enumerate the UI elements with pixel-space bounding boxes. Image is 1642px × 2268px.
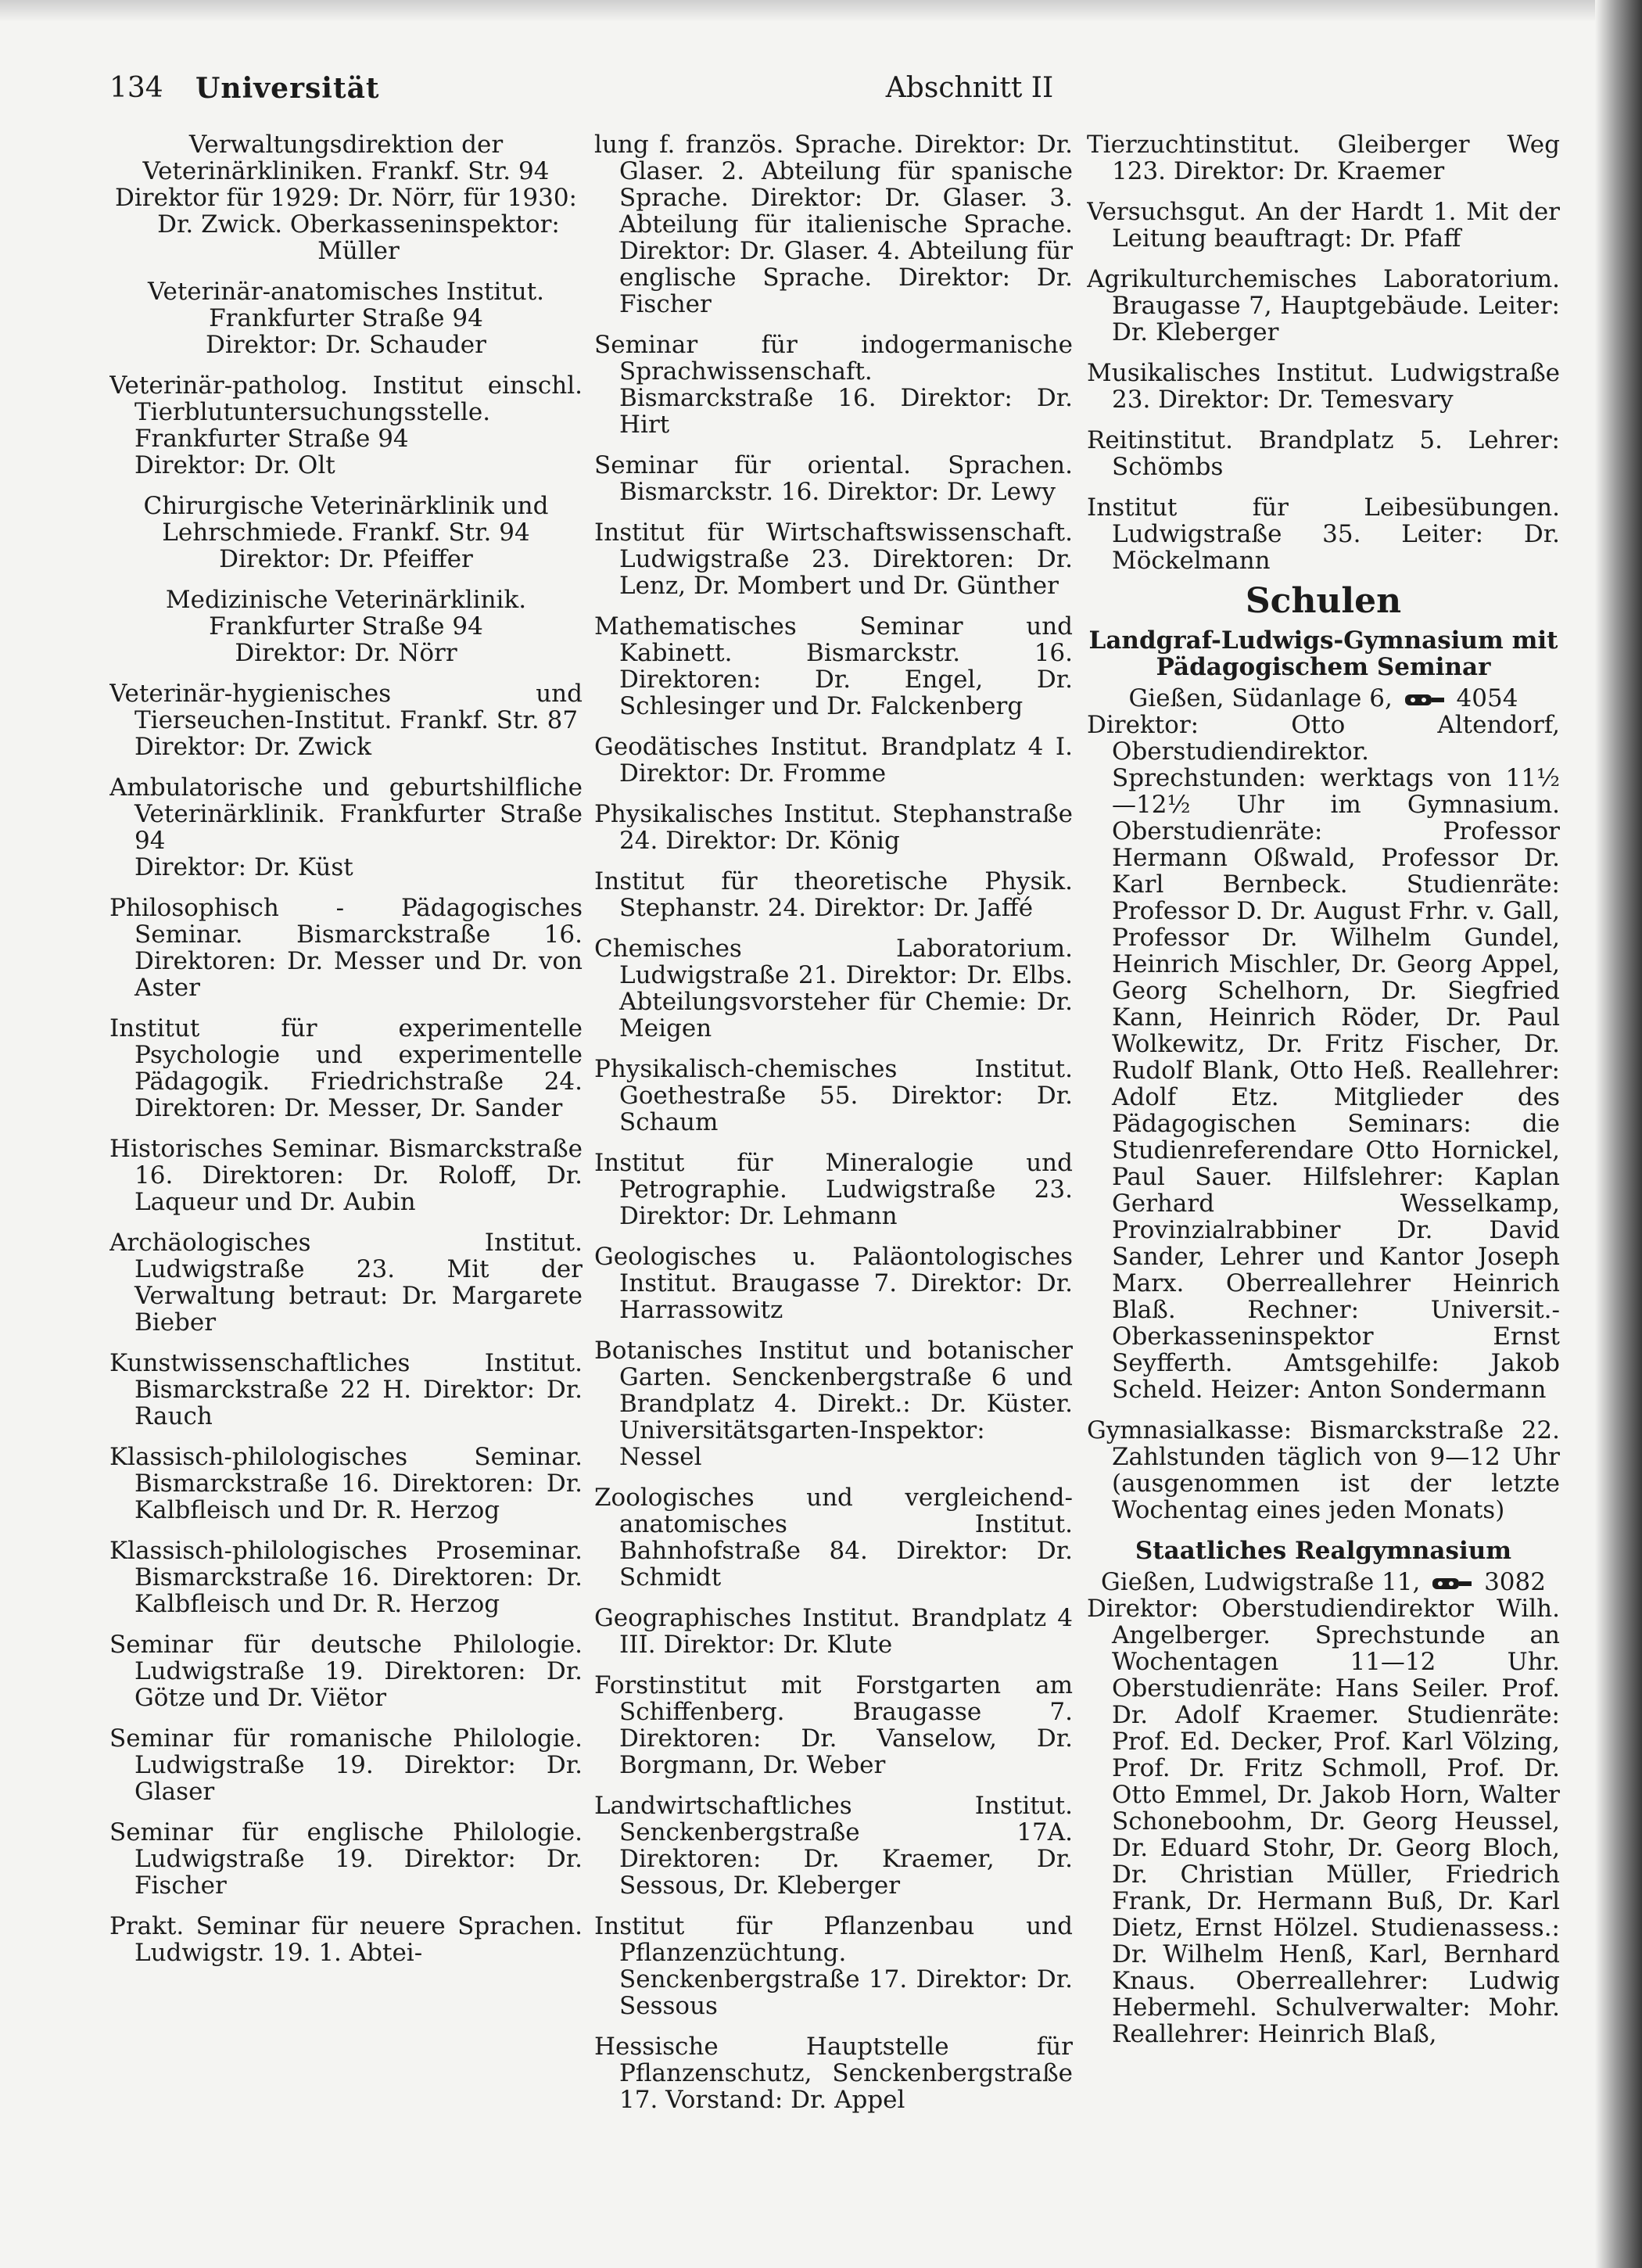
directory-entry (109, 1229, 583, 1336)
entry-title: Institut für Pflanzenbau und Pflanzenzüchtung. Senckenbergstraße 17. Direktor: Dr. Sessous (594, 1912, 1073, 2020)
address-text: Gießen, Ludwigstraße 11, (1101, 1568, 1421, 1596)
entry-title: Forstinstitut mit Forstgarten am Schiffenberg. Braugasse 7. Direktoren: Dr. Vanselow, Dr. Borgmann, Dr. Weber (594, 1671, 1073, 1779)
directory-entry (594, 1793, 1073, 1899)
directory-entry (109, 278, 583, 358)
page-number: 134 (109, 72, 163, 104)
directory-entry (109, 1819, 583, 1899)
directory-entry (109, 1631, 583, 1711)
directory-entry (594, 2033, 1073, 2113)
entry-title: Ambulatorische und geburtshilfliche Veterinärklinik. Frankfurter Straße 94 (109, 773, 583, 855)
entry-title: Prakt. Seminar für neuere Sprachen. Ludwigstr. 19. 1. Abtei- (109, 1912, 583, 1967)
entry-title: Botanisches Institut und botanischer Garten. Senckenbergstraße 6 und Brandplatz 4. Direkt.: Dr. Küster. Universitätsgarten-Inspektor: Nessel (594, 1337, 1073, 1471)
directory-entry (109, 1015, 583, 1121)
section-heading-schulen: Schulen (1245, 581, 1402, 621)
entry-title: Institut für experimentelle Psychologie und experimentelle Pädagogik. Friedrichstraße 24. Direktoren: Dr. Messer, Dr. Sander (109, 1014, 583, 1122)
school-staff: Direktor: Otto Altendorf, Oberstudiendirektor. Sprechstunden: werktags von 11½—12½ Uhr im Gymnasium. Oberstudienräte: Professor Hermann Oßwald, Professor Dr. Karl Bernbeck. Studienräte: Professor D. Dr. August Frhr. v. Gall, Professor Dr. Wilhelm Gundel, Heinrich Mischler, Dr. Georg Appel, Georg Schelhorn, Dr. Siegfried Kann, Heinrich Röder, Dr. Paul Wolkewitz, Dr. Fritz Fischer, Dr. Rudolf Blank, Otto Heß. Reallehrer: Adolf Etz. Mitglieder des Pädagogischen Seminars: die Studienreferendare Otto Hornickel, Paul Sauer. Hilfslehrer: Kaplan Gerhard Wesselkamp, Provinzialrabbiner Dr. David Sander, Lehrer und Kantor Joseph Marx. Oberreallehrer Heinrich Blaß. Rechner: Universit.-Oberkasseninspektor Ernst Seyfferth. Amtsgehilfe: Jakob Scheld. Heizer: Anton Sondermann (1087, 711, 1560, 1404)
section-label: Abschnitt II (885, 72, 1054, 104)
entry-title: Geologisches u. Paläontologisches Institut. Braugasse 7. Direktor: Dr. Harrassowitz (594, 1243, 1073, 1324)
school-title: Staatliches Realgymnasium (1135, 1537, 1512, 1565)
entry-title: Seminar für oriental. Sprachen. Bismarckstr. 16. Direktor: Dr. Lewy (594, 451, 1073, 506)
directory-entry (109, 680, 583, 760)
address-text: Gießen, Südanlage 6, (1128, 684, 1393, 712)
page-top-shadow (0, 0, 1642, 22)
directory-entry (594, 1484, 1073, 1591)
directory-entry (109, 1444, 583, 1523)
entry-detail: Direktor: Dr. Nörr (235, 639, 457, 667)
directory-entry (109, 493, 583, 572)
entry-title: Medizinische Veterinärklinik. Frankfurter Straße 94 (165, 586, 527, 641)
entry-detail: Direktor: Dr. Pfeiffer (219, 545, 473, 573)
directory-entry (109, 1725, 583, 1805)
directory-entry (109, 587, 583, 666)
page-binding-shadow (1595, 0, 1642, 2268)
school-address (1087, 685, 1560, 712)
entry-title: Historisches Seminar. Bismarckstraße 16. Direktoren: Dr. Roloff, Dr. Laqueur und Dr. Aubin (109, 1135, 583, 1216)
telephone-icon (1404, 691, 1446, 709)
entry-title: Hessische Hauptstelle für Pflanzenschutz, Senckenbergstraße 17. Vorstand: Dr. Appel (594, 2033, 1073, 2114)
entry-title: Philosophisch - Pädagogisches Seminar. Bismarckstraße 16. Direktoren: Dr. Messer und Dr. von Aster (109, 894, 583, 1002)
entry-detail: Direktor: Dr. Olt (134, 451, 335, 479)
directory-entry: Musikalisches Institut. Ludwigstraße 23. Direktor: Dr. Temesvary (1087, 359, 1560, 414)
directory-entry (594, 1337, 1073, 1470)
column-right (1087, 131, 1560, 2243)
entry-title: Chirurgische Veterinärklinik und Lehrschmiede. Frankf. Str. 94 (143, 492, 549, 547)
entry-title: Physikalisch-chemisches Institut. Goethestraße 55. Direktor: Dr. Schaum (594, 1055, 1073, 1136)
entry-title: Institut für Wirtschaftswissenschaft. Ludwigstraße 23. Direktoren: Dr. Lenz, Dr. Mombert und Dr. Günther (594, 519, 1073, 600)
directory-entry: Versuchsgut. An der Hardt 1. Mit der Leitung beauftragt: Dr. Pfaff (1087, 198, 1560, 253)
entry-detail: Direktor: Dr. Küst (134, 853, 353, 881)
entry-title: lung f. französ. Sprache. Direktor: Dr. Glaser. 2. Abteilung für spanische Sprache. Direktor: Dr. Glaser. 3. Abteilung für italienische Sprache. Direktor: Dr. Glaser. 4. Abteilung für englische Sprache. Direktor: Dr. Fischer (594, 131, 1073, 318)
telephone-icon (1431, 1575, 1473, 1592)
directory-entry (109, 1136, 583, 1215)
entry-title: Klassisch-philologisches Seminar. Bismarckstraße 16. Direktoren: Dr. Kalbfleisch und Dr. R. Herzog (109, 1443, 583, 1524)
directory-entry (109, 372, 583, 479)
directory-entry (594, 801, 1073, 854)
directory-entry (594, 1605, 1073, 1658)
entry-title: Geographisches Institut. Brandplatz 4 III. Direktor: Dr. Klute (594, 1604, 1073, 1659)
entry-title: Veterinär-anatomisches Institut. Frankfurter Straße 94 (147, 278, 545, 332)
entry-title: Institut für Mineralogie und Petrographie. Ludwigstraße 23. Direktor: Dr. Lehmann (594, 1149, 1073, 1230)
entry-title: Seminar für deutsche Philologie. Ludwigstraße 19. Direktoren: Dr. Götze und Dr. Viëtor (109, 1631, 583, 1712)
entry-title: Seminar für englische Philologie. Ludwigstraße 19. Direktor: Dr. Fischer (109, 1818, 583, 1900)
entry-title: Seminar für romanische Philologie. Ludwigstraße 19. Direktor: Dr. Glaser (109, 1724, 583, 1806)
directory-entry: Reitinstitut. Brandplatz 5. Lehrer: Schömbs (1087, 426, 1560, 481)
entry-title: Mathematisches Seminar und Kabinett. Bismarckstr. 16. Direktoren: Dr. Engel, Dr. Schlesinger und Dr. Falckenberg (594, 612, 1073, 720)
page-header (109, 72, 1552, 119)
directory-entry (594, 519, 1073, 599)
directory-entry: Tierzuchtinstitut. Gleiberger Weg 123. Direktor: Dr. Kraemer (1087, 131, 1560, 185)
directory-entry (109, 774, 583, 881)
entry-title: Klassisch-philologisches Proseminar. Bismarckstraße 16. Direktoren: Dr. Kalbfleisch und Dr. R. Herzog (109, 1537, 583, 1618)
directory-entry (594, 1150, 1073, 1229)
directory-entry (594, 332, 1073, 438)
directory-entry (109, 131, 583, 264)
column-left (109, 131, 583, 2243)
entry-title: Verwaltungsdirektion der Veterinärkliniken. Frankf. Str. 94 (142, 131, 550, 185)
directory-entry (594, 1913, 1073, 2019)
directory-entry (594, 868, 1073, 921)
directory-entry (594, 131, 1073, 318)
directory-entry: Agrikulturchemisches Laboratorium. Braugasse 7, Hauptgebäude. Leiter: Dr. Kleberger (1087, 265, 1560, 346)
entry-detail: Direktor: Dr. Schauder (206, 331, 486, 359)
directory-entry (594, 1056, 1073, 1136)
directory-entry (109, 895, 583, 1001)
phone-number: 4054 (1456, 684, 1518, 712)
directory-entry (109, 1350, 583, 1430)
directory-entry (594, 935, 1073, 1042)
entry-title: Veterinär-hygienisches und Tierseuchen-Institut. Frankf. Str. 87 (109, 680, 583, 734)
entry-title: Chemisches Laboratorium. Ludwigstraße 21. Direktor: Dr. Elbs. Abteilungsvorsteher für Chemie: Dr. Meigen (594, 935, 1073, 1042)
entry-title: Kunstwissenschaftliches Institut. Bismarckstraße 22 H. Direktor: Dr. Rauch (109, 1349, 583, 1430)
directory-entry (594, 452, 1073, 505)
directory-entry (109, 1913, 583, 1966)
entry-title: Seminar für indogermanische Sprachwissenschaft. Bismarckstraße 16. Direktor: Dr. Hirt (594, 331, 1073, 439)
entry-title: Institut für theoretische Physik. Stephanstr. 24. Direktor: Dr. Jaffé (594, 867, 1073, 922)
directory-entry (594, 1243, 1073, 1323)
directory-entry (594, 1672, 1073, 1778)
directory-entry: Institut für Leibesübungen. Ludwigstraße 35. Leiter: Dr. Möckelmann (1087, 493, 1560, 575)
directory-entry (594, 734, 1073, 787)
entry-title: Veterinär-patholog. Institut einschl. Tierblutuntersuchungsstelle. Frankfurter Straße 94 (109, 371, 583, 453)
entry-title: Zoologisches und vergleichend-anatomisches Institut. Bahnhofstraße 84. Direktor: Dr. Schmidt (594, 1484, 1073, 1592)
entry-title: Physikalisches Institut. Stephanstraße 24. Direktor: Dr. König (594, 800, 1073, 855)
directory-entry (109, 1538, 583, 1617)
column-middle (594, 131, 1073, 2243)
entry-title: Archäologisches Institut. Ludwigstraße 23. Mit der Verwaltung betraut: Dr. Margarete Bieber (109, 1229, 583, 1337)
entry-detail: Direktor: Dr. Zwick (134, 733, 372, 761)
entry-detail: Direktor für 1929: Dr. Nörr, für 1930: Dr. Zwick. Oberkasseninspektor: Müller (115, 184, 577, 265)
school-cashier: Gymnasialkasse: Bismarckstraße 22. Zahlstunden täglich von 9—12 Uhr (ausgenommen ist der letzte Wochentag eines jeden Monats) (1087, 1416, 1560, 1524)
running-title: Universität (195, 72, 380, 105)
directory-entry (594, 613, 1073, 720)
entry-title: Geodätisches Institut. Brandplatz 4 I. Direktor: Dr. Fromme (594, 733, 1073, 788)
entry-title: Landwirtschaftliches Institut. Senckenbergstraße 17A. Direktoren: Dr. Kraemer, Dr. Sessous, Dr. Kleberger (594, 1792, 1073, 1900)
school-address (1087, 1569, 1560, 1595)
phone-number: 3082 (1484, 1568, 1546, 1596)
school-staff: Direktor: Oberstudiendirektor Wilh. Angelberger. Sprechstunde an Wochentagen 11—12 Uhr. Oberstudienräte: Hans Seiler. Prof. Dr. Adolf Kraemer. Studienräte: Prof. Ed. Decker, Prof. Karl Völzing, Prof. Dr. Fritz Schmoll, Prof. Dr. Otto Emmel, Dr. Jakob Horn, Walter Schoneboohm, Dr. Georg Heussel, Dr. Eduard Stohr, Dr. Georg Bloch, Dr. Christian Müller, Friedrich Frank, Dr. Hermann Buß, Dr. Karl Dietz, Ernst Hölzel. Studienassess.: Dr. Wilhelm Henß, Karl, Bernhard Knaus. Oberreallehrer: Ludwig Hebermehl. Schulverwalter: Mohr. Reallehrer: Heinrich Blaß, (1087, 1595, 1560, 2048)
school-title: Landgraf-Ludwigs-Gymnasium mit Pädagogischem Seminar (1088, 626, 1558, 681)
